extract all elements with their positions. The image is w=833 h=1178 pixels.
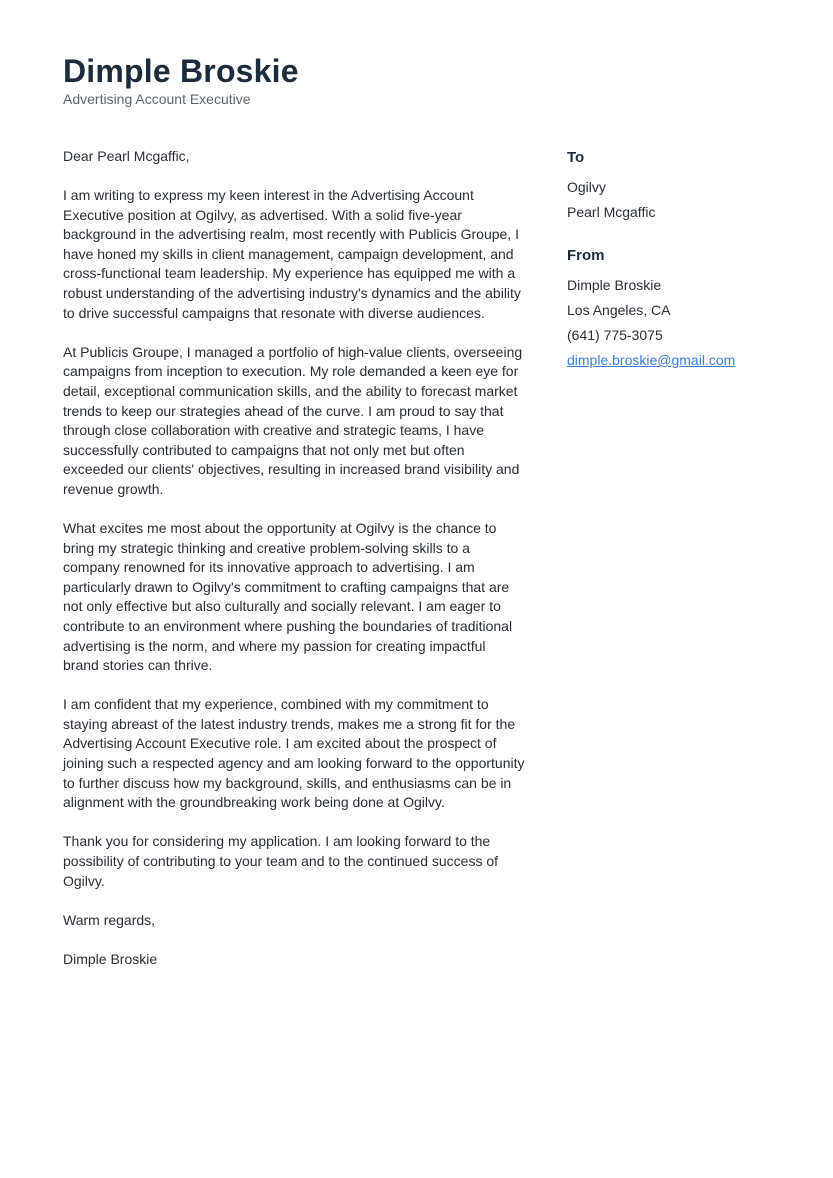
letter-paragraph: At Publicis Groupe, I managed a portfolio of high-value clients, overseeing campaigns from inception to execution. My role demanded a keen eye for detail, exceptional communication skills, and the ability to forecast market trends to keep our strategies ahead of the curve. I am proud to say that through close collaboration with creative and strategic teams, I have successfully contributed to campaigns that not only met but often exceeded our clients' objectives, resulting in increased brand visibility and revenue growth. xyxy=(63,343,523,497)
to-heading: To xyxy=(567,149,585,166)
sender-location: Los Angeles, CA xyxy=(567,302,671,318)
signature: Dimple Broskie xyxy=(63,950,158,967)
from-heading: From xyxy=(567,247,605,264)
sender-name: Dimple Broskie xyxy=(567,277,662,293)
letter-paragraph: I am confident that my experience, combined with my commitment to staying abreast of the latest industry trends, makes me a strong fit for the Advertising Account Executive role. I am excited about the prospect of joining such a respected agency and am looking forward to the opportunity to further discuss how my background, skills, and enthusiasms can be in alignment with the groundbreaking work being done at Ogilvy. xyxy=(63,696,525,811)
closing: Warm regards, xyxy=(63,911,156,928)
from-section xyxy=(567,245,787,373)
letter-body xyxy=(63,147,525,989)
recipient-name: Pearl Mcgaffic xyxy=(567,204,656,220)
applicant-name: Dimple Broskie xyxy=(63,53,299,89)
sidebar xyxy=(567,147,787,393)
letter-paragraph: What excites me most about the opportunity at Ogilvy is the chance to bring my strategic thinking and creative problem-solving skills to a company renowned for its innovative approach to advertising. I am particularly drawn to Ogilvy's commitment to crafting campaigns that are not only effective but also culturally and socially relevant. I am eager to contribute to an environment where pushing the boundaries of traditional advertising is the norm, and where my passion for creating impactful brand stories can thrive. xyxy=(63,520,513,674)
header xyxy=(63,52,763,108)
recipient-company: Ogilvy xyxy=(567,179,606,195)
salutation: Dear Pearl Mcgaffic, xyxy=(63,148,190,164)
applicant-title: Advertising Account Executive xyxy=(63,91,251,107)
sender-phone: (641) 775-3075 xyxy=(567,327,663,343)
letter-paragraph: Thank you for considering my application. I am looking forward to the possibility of contributing to your team and to the continued success of Ogilvy. xyxy=(63,833,499,889)
sender-email-link[interactable]: dimple.broskie@gmail.com xyxy=(567,352,736,368)
letter-paragraph: I am writing to express my keen interest in the Advertising Account Executive position at Ogilvy, as advertised. With a solid five-year background in the advertising realm, most recently with Publicis Groupe, I have honed my skills in client management, campaign development, and cross-functional team leadership. My experience has equipped me with a robust understanding of the advertising industry's dynamics and the ability to drive successful campaigns that resonate with diverse audiences. xyxy=(63,187,521,321)
to-section xyxy=(567,147,787,225)
